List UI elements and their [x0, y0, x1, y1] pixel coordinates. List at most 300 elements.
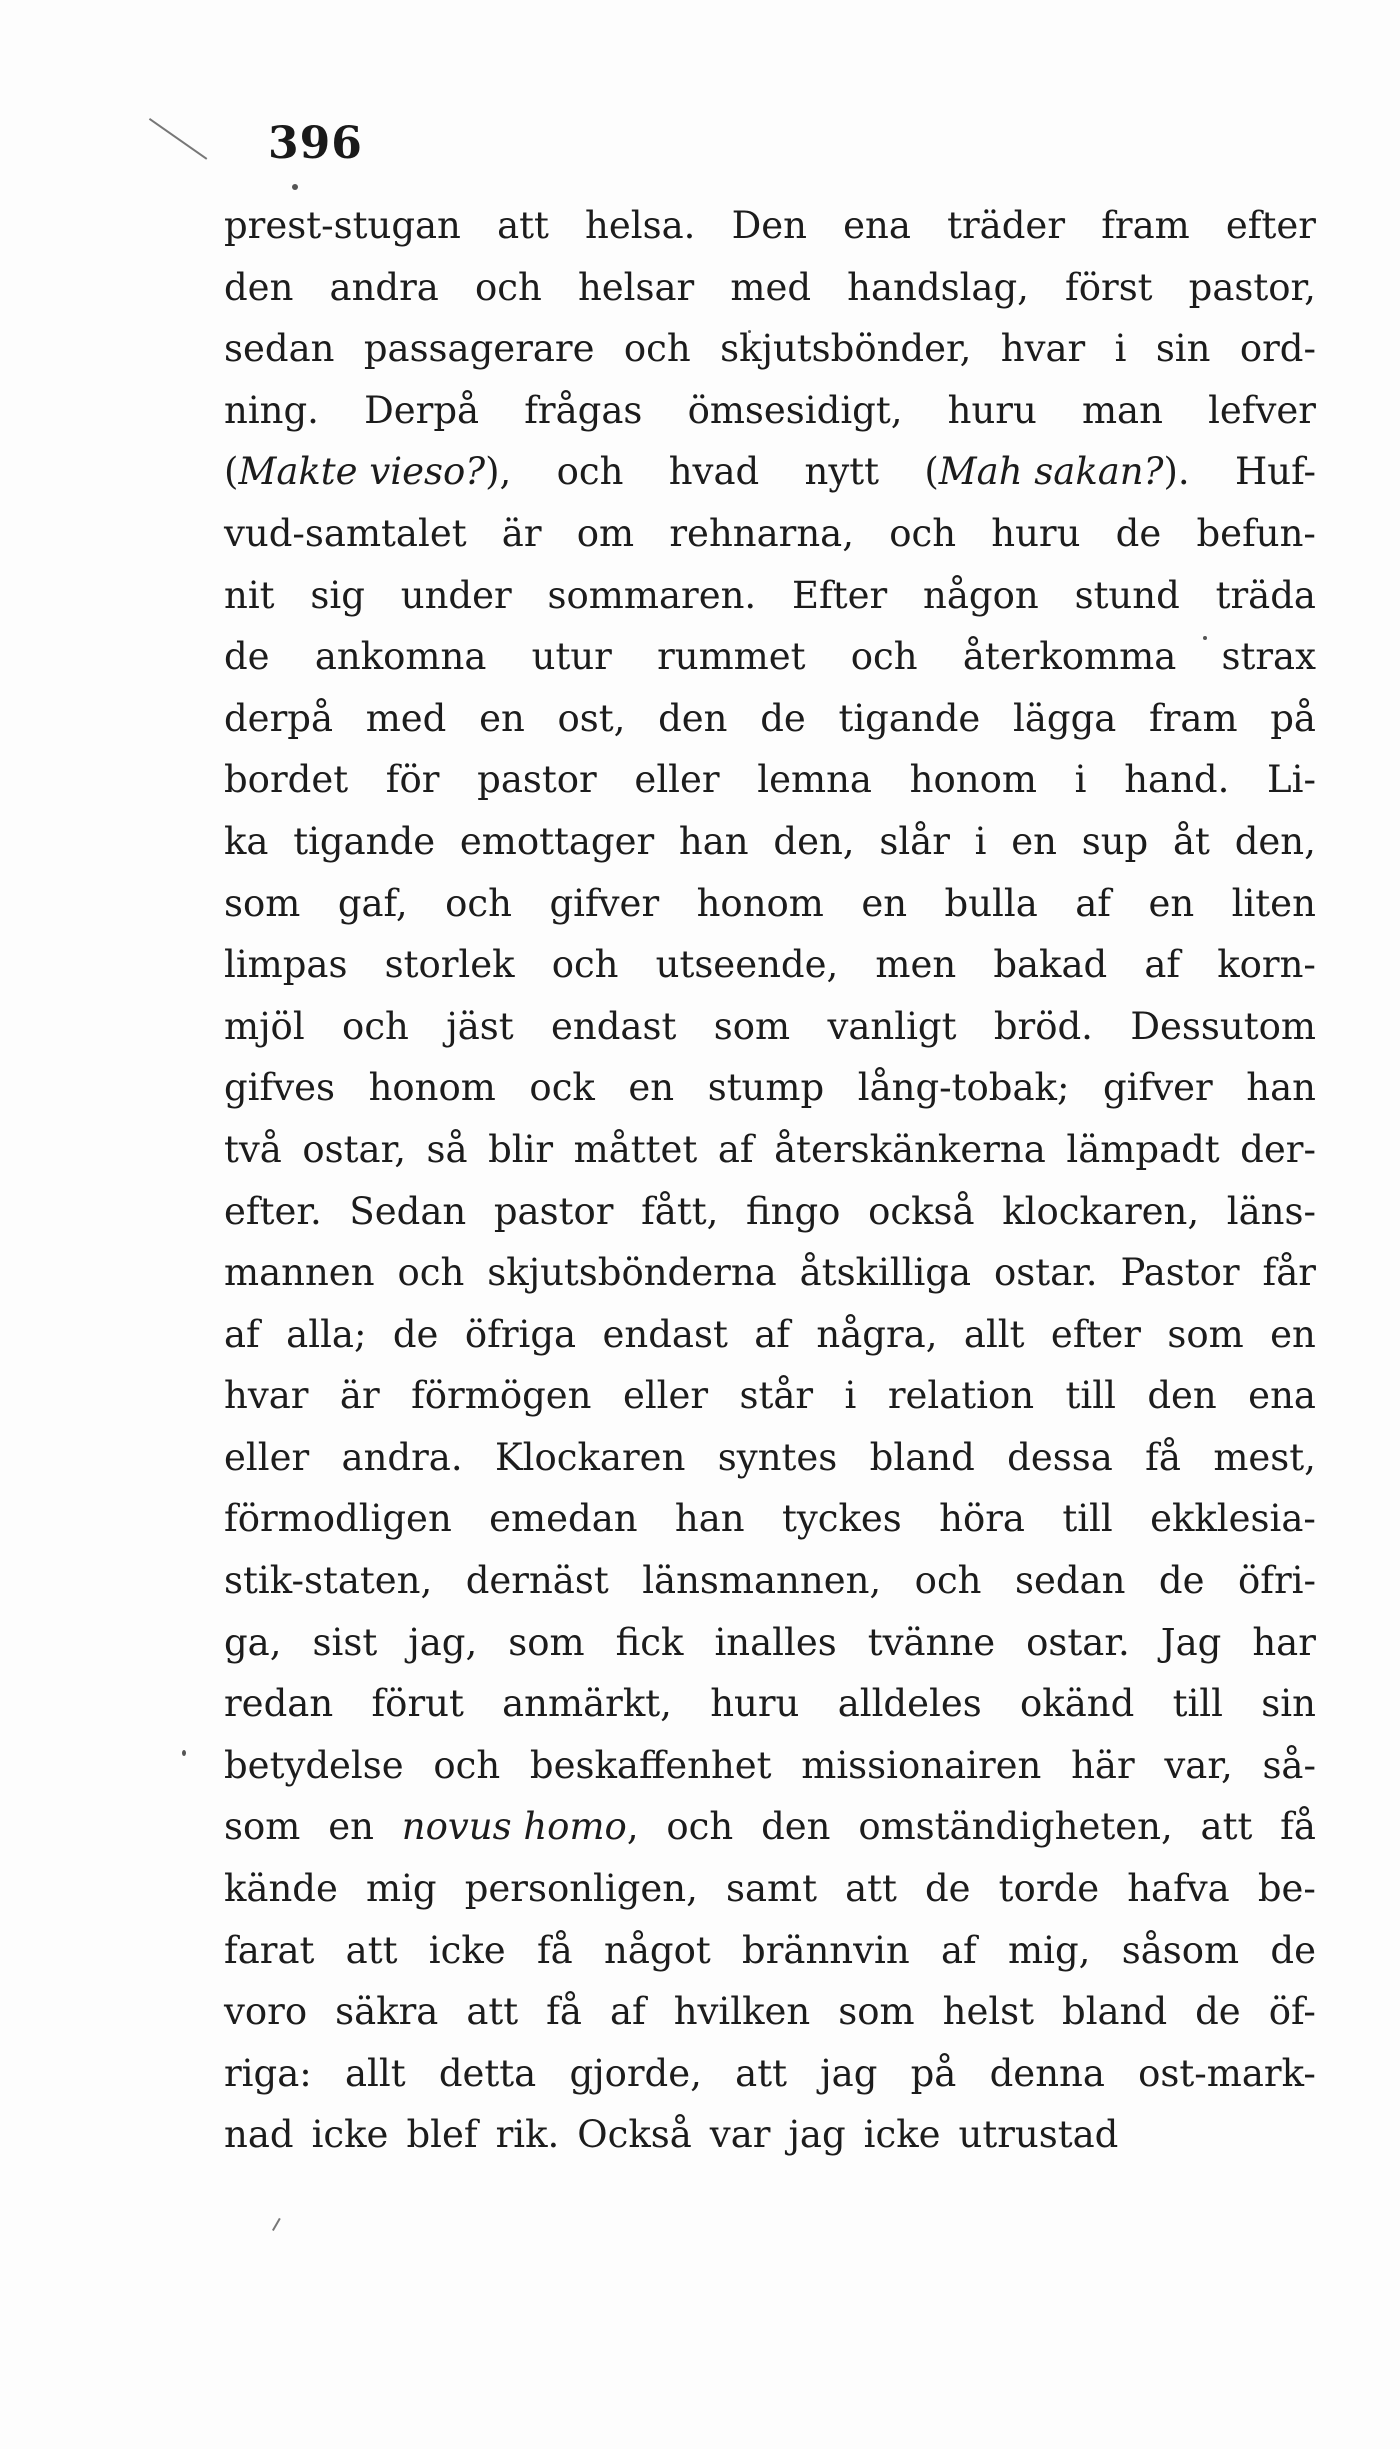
word: denna [989, 2051, 1105, 2095]
text-line [224, 1990, 1316, 2052]
word: sig [310, 573, 365, 617]
word: strax [1221, 635, 1316, 679]
word: Klockaren [495, 1435, 686, 1479]
word: och [445, 881, 512, 925]
word: om [576, 511, 635, 555]
word: voro [224, 1990, 308, 2034]
word: de [924, 1867, 971, 1911]
word: i [844, 1374, 857, 1418]
word: åt [1173, 819, 1210, 863]
word: icke [428, 1928, 506, 1972]
word: och [342, 1004, 409, 1048]
word: mannen [224, 1251, 375, 1295]
word: allt [963, 1312, 1025, 1356]
word: med [730, 265, 812, 309]
text-line [224, 204, 1316, 266]
word: mjöl [224, 1004, 305, 1048]
word: pastor [477, 758, 597, 802]
word: som [224, 881, 301, 925]
word: ostar, [302, 1127, 406, 1171]
word: och [551, 943, 619, 987]
word: en [1270, 1312, 1316, 1356]
word: hvad [668, 450, 760, 494]
word: får [1262, 1251, 1316, 1295]
word: slår [879, 819, 950, 863]
word: alla; [286, 1312, 367, 1356]
word: okänd [1020, 1682, 1135, 1726]
word: gifver [549, 881, 660, 925]
word: står [739, 1374, 814, 1418]
word: andra [329, 265, 439, 309]
text-line [224, 697, 1316, 759]
word: anmärkt, [502, 1682, 672, 1726]
word: de [1195, 1990, 1241, 2034]
word: sedan [224, 327, 335, 371]
word: som [713, 1004, 791, 1048]
text-line [224, 1559, 1316, 1621]
word: gaf, [337, 881, 408, 925]
word: så- [1262, 1743, 1316, 1787]
word: helst [942, 1990, 1035, 2034]
word: återkomma [962, 635, 1177, 679]
word: länsmannen, [642, 1559, 882, 1603]
word: af [609, 1990, 646, 2034]
word: dessa [1007, 1435, 1113, 1479]
word: Pastor [1120, 1251, 1240, 1295]
scan-speck [292, 184, 298, 190]
word: de [224, 635, 270, 679]
word: nit [224, 573, 275, 617]
word: och [850, 635, 918, 679]
word: huru [991, 511, 1081, 555]
word: syntes [717, 1435, 838, 1479]
word: fingo [745, 1189, 841, 1233]
word: Den [731, 204, 807, 247]
word: sedan [1014, 1559, 1126, 1603]
word: han [1246, 1066, 1316, 1110]
word: lägga [1013, 696, 1117, 740]
word: huru [947, 388, 1037, 432]
word: hvar [224, 1374, 309, 1418]
word: af [1144, 943, 1181, 987]
text-line [224, 635, 1316, 697]
word: gjorde, [569, 2051, 702, 2095]
word: till [1062, 1497, 1113, 1541]
word: eller [224, 1435, 310, 1479]
word: hand. [1124, 758, 1230, 802]
text-line [224, 512, 1316, 574]
word: detta [438, 2051, 537, 2095]
word: andra. [341, 1435, 463, 1479]
word: Sedan [349, 1189, 467, 1233]
word: relation [887, 1374, 1035, 1418]
word: en [1011, 819, 1057, 863]
word: efter [1050, 1312, 1141, 1356]
word: träda [1215, 573, 1316, 617]
word: en [479, 696, 525, 740]
word: handslag, [847, 265, 1029, 309]
word: passagerare [363, 327, 595, 371]
word: några, [816, 1312, 938, 1356]
word: (Mah sakan?). [924, 450, 1190, 494]
word: icke [311, 2113, 389, 2157]
word: af [754, 1312, 790, 1356]
word: tigande [838, 696, 981, 740]
word: så [426, 1127, 468, 1171]
word: af [1075, 881, 1111, 925]
word: mest, [1213, 1435, 1316, 1479]
word: och [556, 450, 624, 494]
word: honom [696, 881, 824, 925]
word: också [868, 1189, 975, 1233]
word: för [385, 758, 440, 802]
word: gifver [1102, 1066, 1213, 1110]
word: prest-stugan [224, 204, 461, 247]
word: ostar. [993, 1251, 1098, 1295]
word: öf- [1268, 1990, 1316, 2034]
word: sin [1155, 327, 1211, 371]
word: personligen, [464, 1867, 698, 1911]
word: som [1167, 1312, 1244, 1356]
word: storlek [384, 943, 515, 987]
word: ock [529, 1066, 595, 1110]
word: derpå [224, 696, 334, 740]
word: först [1065, 265, 1153, 309]
word: efter [1225, 204, 1316, 247]
word: rehnarna, [669, 511, 854, 555]
word: höra [939, 1497, 1025, 1541]
word: öfri- [1237, 1559, 1316, 1603]
word: redan [224, 1682, 334, 1726]
word: af [940, 1928, 977, 1972]
word: är [339, 1374, 380, 1418]
text-line [224, 1682, 1316, 1744]
scan-speck [182, 1750, 186, 1756]
text-line [224, 1744, 1316, 1806]
word: utur [531, 635, 612, 679]
word: en [628, 1066, 675, 1110]
word: skjutsbönder, [720, 327, 972, 371]
word: af [717, 1127, 754, 1171]
word: beskaffenhet [529, 1743, 772, 1787]
text-line [224, 1497, 1316, 1559]
word: var, [1164, 1743, 1233, 1787]
word: den [1147, 1374, 1217, 1418]
word: jag [820, 2051, 878, 2095]
word: han [674, 1497, 745, 1541]
word: något [604, 1928, 711, 1972]
word: fram [1149, 696, 1238, 740]
word: honom [909, 758, 1037, 802]
word: jag [788, 2113, 846, 2157]
word: jäst [446, 1004, 514, 1048]
word: utrustad [958, 2113, 1119, 2157]
word: rummet [657, 635, 806, 679]
word: Derpå [364, 388, 480, 432]
word: be- [1257, 1867, 1316, 1911]
word: Jag [1160, 1620, 1222, 1664]
word: måttet [573, 1127, 698, 1171]
word: lämpadt [1066, 1127, 1220, 1171]
word: limpas [224, 943, 348, 987]
word: tigande [293, 819, 436, 863]
word: och [889, 511, 957, 555]
word: var [709, 2113, 771, 2157]
word: på [1270, 696, 1316, 740]
word: helsar [577, 265, 695, 309]
word: helsa. [585, 204, 696, 247]
word: farat [224, 1928, 315, 1972]
word: en [328, 1805, 374, 1849]
word: de [1158, 1559, 1205, 1603]
word: skjutsbönderna [487, 1251, 777, 1295]
word: novus homo, [401, 1805, 639, 1849]
word: bakad [993, 943, 1108, 987]
text-line [224, 820, 1316, 882]
word: få [546, 1990, 582, 2034]
word: lång-tobak; [857, 1066, 1070, 1110]
word: endast [602, 1312, 728, 1356]
word: klockaren, [1002, 1189, 1200, 1233]
word: pastor [493, 1189, 614, 1233]
word: Li- [1267, 758, 1316, 802]
word: den [224, 265, 294, 309]
word: såsom [1121, 1928, 1240, 1972]
word: tyckes [781, 1497, 902, 1541]
word: Efter [792, 573, 888, 617]
text-line [224, 266, 1316, 328]
word: jag, [408, 1620, 478, 1664]
word: dernäst [465, 1559, 609, 1603]
word: den [658, 696, 728, 740]
word: och [623, 327, 691, 371]
word: men [875, 943, 957, 987]
word: af [224, 1312, 260, 1356]
text-line [224, 1313, 1316, 1375]
word: de [392, 1312, 439, 1356]
word: i [1074, 758, 1087, 802]
word: brännvin [742, 1928, 910, 1972]
body-text [224, 204, 1316, 2175]
word: Också [577, 2113, 692, 2157]
word: här [1071, 1743, 1135, 1787]
word: samt [725, 1867, 817, 1911]
word: korn- [1217, 943, 1316, 987]
scan-mark [272, 2218, 281, 2231]
word: stund [1074, 573, 1180, 617]
word: med [365, 696, 447, 740]
word: torde [998, 1867, 1100, 1911]
word: gifves [224, 1066, 335, 1110]
text-line [224, 574, 1316, 636]
word: att [735, 2051, 787, 2095]
word: missionairen [801, 1743, 1042, 1787]
word: få [1145, 1435, 1181, 1479]
word: efter. [224, 1189, 322, 1233]
word: träder [947, 204, 1066, 247]
word: sist [312, 1620, 378, 1664]
text-line [224, 1066, 1316, 1128]
word: i [974, 819, 987, 863]
text-line [224, 450, 1316, 512]
word: ost, [557, 696, 626, 740]
word: der- [1240, 1127, 1316, 1171]
word: omständigheten, [858, 1805, 1173, 1849]
text-line [224, 1436, 1316, 1498]
word: bröd. [993, 1004, 1093, 1048]
word: betydelse [224, 1743, 404, 1787]
text-line [224, 943, 1316, 1005]
word: har [1252, 1620, 1316, 1664]
word: ömsesidigt, [687, 388, 903, 432]
word: allt [344, 2051, 406, 2095]
word: två [224, 1127, 282, 1171]
word: och [433, 1743, 501, 1787]
word: säkra [335, 1990, 439, 2034]
word: återskänkerna [774, 1127, 1046, 1171]
word: en [1148, 881, 1195, 925]
word: i [1114, 327, 1127, 371]
word: den, [1234, 819, 1316, 863]
word: att [1200, 1805, 1253, 1849]
text-line [224, 1929, 1316, 1991]
word: (Makte vieso?), [224, 450, 512, 494]
word: någon [923, 573, 1039, 617]
word: lefver [1208, 388, 1316, 432]
word: de [1270, 1928, 1316, 1972]
word: hvar [1000, 327, 1086, 371]
word: åtskilliga [799, 1251, 972, 1295]
word: under [400, 573, 512, 617]
word: den [761, 1805, 831, 1849]
word: ost-mark- [1138, 2051, 1316, 2095]
word: sin [1261, 1682, 1316, 1726]
word: man [1081, 388, 1163, 432]
word: ning. [224, 388, 319, 432]
word: vanligt [827, 1004, 957, 1048]
word: utseende, [655, 943, 839, 987]
word: befun- [1196, 511, 1316, 555]
word: få [1280, 1805, 1316, 1849]
word: ekklesia- [1150, 1497, 1316, 1541]
word: som [838, 1990, 915, 2034]
word: mig [365, 1867, 437, 1911]
text-line [224, 327, 1316, 389]
word: fått, [641, 1189, 719, 1233]
word: mig, [1008, 1928, 1091, 1972]
text-line [224, 389, 1316, 451]
word: som [508, 1620, 585, 1664]
word: endast [551, 1004, 677, 1048]
text-line [224, 1867, 1316, 1929]
word: att [345, 1928, 398, 1972]
word: förmögen [411, 1374, 592, 1418]
word: bland [1062, 1990, 1168, 2034]
word: öfriga [464, 1312, 577, 1356]
text-line [224, 758, 1316, 820]
word: nytt [804, 450, 879, 494]
word: och [475, 265, 542, 309]
text-line [224, 1128, 1316, 1190]
text-line [224, 1374, 1316, 1436]
word: eller [634, 758, 720, 802]
word: blef [406, 2113, 478, 2157]
word: och [666, 1805, 734, 1849]
word: och [397, 1251, 465, 1295]
word: vud-samtalet [224, 511, 467, 555]
word: rik. [495, 2113, 560, 2157]
word: honom [368, 1066, 496, 1110]
word: stik-staten, [224, 1559, 433, 1603]
word: bland [869, 1435, 975, 1479]
word: icke [863, 2113, 941, 2157]
text-line [224, 882, 1316, 944]
word: den, [773, 819, 855, 863]
word: ka [224, 819, 269, 863]
scan-mark [149, 118, 207, 160]
word: till [1065, 1374, 1116, 1418]
word: liten [1231, 881, 1316, 925]
word: emedan [489, 1497, 638, 1541]
word: lemna [757, 758, 872, 802]
word: huru [710, 1682, 800, 1726]
word: inalles [714, 1620, 837, 1664]
word: han [678, 819, 749, 863]
word: hafva [1127, 1867, 1230, 1911]
word: hvilken [673, 1990, 811, 2034]
word: Dessutom [1130, 1004, 1316, 1048]
word: Huf- [1235, 450, 1316, 494]
word: bordet [224, 758, 349, 802]
page-number: 396 [268, 118, 363, 169]
word: ankomna [314, 635, 487, 679]
text-line [224, 1805, 1316, 1867]
word: läns- [1226, 1189, 1316, 1233]
text-line [224, 1190, 1316, 1252]
word: ga, [224, 1620, 282, 1664]
word: bulla [944, 881, 1038, 925]
word: kände [224, 1867, 338, 1911]
word: tvänne [867, 1620, 996, 1664]
word: ena [1248, 1374, 1316, 1418]
word: förut [371, 1682, 464, 1726]
word: ena [843, 204, 911, 247]
word: pastor, [1188, 265, 1316, 309]
word: riga: [224, 2051, 312, 2095]
word: att [845, 1867, 897, 1911]
word: att [466, 1990, 519, 2034]
word: som [224, 1805, 301, 1849]
text-line [224, 1251, 1316, 1313]
word: på [910, 2051, 957, 2095]
word: de [760, 696, 806, 740]
word: är [501, 511, 542, 555]
word: eller [622, 1374, 709, 1418]
word: till [1172, 1682, 1223, 1726]
word: ostar. [1026, 1620, 1130, 1664]
word: alldeles [837, 1682, 982, 1726]
word: och [914, 1559, 982, 1603]
word: sommaren. [547, 573, 757, 617]
word: ord- [1239, 327, 1316, 371]
text-line [224, 2113, 1316, 2175]
word: blir [488, 1127, 554, 1171]
word: stump [707, 1066, 825, 1110]
word: de [1115, 511, 1162, 555]
word: att [497, 204, 549, 247]
word: sup [1081, 819, 1149, 863]
word: emottager [459, 819, 655, 863]
